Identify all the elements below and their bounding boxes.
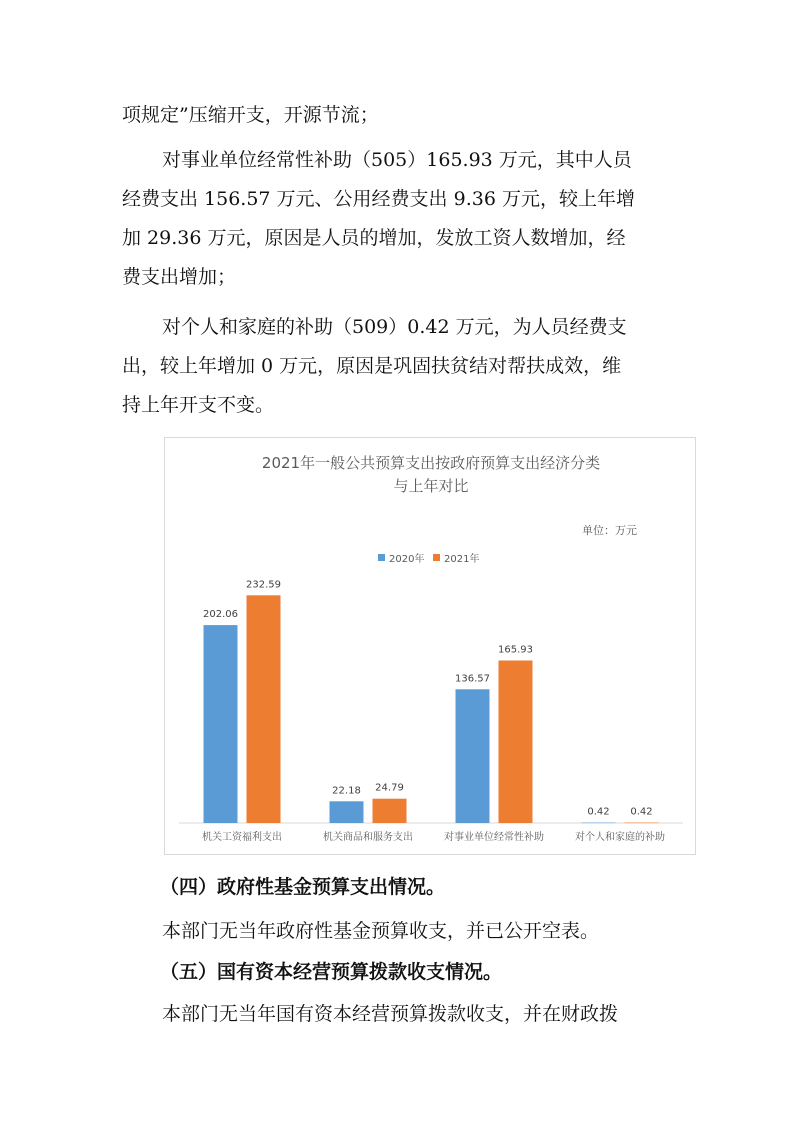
text-line: 经费支出 156.57 万元、公用经费支出 9.36 万元，较上年增 [122,188,635,210]
data-label: 24.79 [375,782,404,794]
category-labels-layer [202,830,665,843]
category-label: 机关商品和服务支出 [323,832,413,843]
text-line: 对个人和家庭的补助（509）0.42 万元，为人员经费支 [162,316,627,338]
text-line: 费支出增加； [122,266,237,288]
category-label: 机关工资福利支出 [202,832,282,843]
bar-2021年-0 [247,595,281,823]
bars-layer [204,595,659,823]
data-label: 202.06 [203,609,238,621]
text-line: 加 29.36 万元，原因是人员的增加，发放工资人数增加，经 [122,227,626,249]
bar-2021年-1 [373,799,407,823]
heading-government-fund-budget: （四）政府性基金预算支出情况。 [160,876,446,898]
bar-2021年-3 [625,823,659,824]
chart-unit-label: 单位：万元 [582,524,637,537]
data-label: 232.59 [246,579,281,591]
expenditure-bar-chart [164,437,696,855]
bar-2020年-2 [456,689,490,823]
paragraph-no-government-fund [122,912,674,951]
text-line: 持上年开支不变。 [122,394,275,416]
bar-2020年-3 [582,823,616,824]
chart-canvas [165,438,697,856]
category-label: 对个人和家庭的补助 [575,832,665,843]
heading-state-capital-budget: （五）国有资本经营预算拨款收支情况。 [160,961,503,983]
paragraph-no-state-capital [122,995,674,1034]
legend-swatch-2020 [378,554,385,561]
bar-2020年-1 [330,801,364,823]
paragraph-public-institution-subsidy [122,141,674,297]
bar-2021年-2 [499,661,533,824]
chart-subtitle: 与上年对比 [393,477,469,495]
data-label: 165.93 [498,644,533,656]
paragraph-continuation [122,96,674,135]
chart-title: 2021年一般公共预算支出按政府预算支出经济分类 [261,454,601,472]
legend-label-2020: 2020年 [389,554,425,565]
paragraph-household-subsidy [122,308,674,425]
data-label: 22.18 [332,785,361,797]
data-label: 136.57 [455,673,490,685]
text-line: 对事业单位经常性补助（505）165.93 万元，其中人员 [162,149,632,171]
text-line: 出，较上年增加 0 万元，原因是巩固扶贫结对帮扶成效，维 [122,355,622,377]
text-line: 本部门无当年国有资本经营预算拨款收支，并在财政拨 [162,1003,619,1025]
legend-swatch-2021 [433,554,440,561]
data-label: 0.42 [587,806,610,818]
text-line: 项规定”压缩开支，开源节流； [122,104,379,126]
bar-2020年-0 [204,625,238,823]
category-label: 对事业单位经常性补助 [444,832,544,843]
text-line: 本部门无当年政府性基金预算收支，并已公开空表。 [162,920,600,942]
legend-label-2021: 2021年 [444,554,480,565]
data-label: 0.42 [630,806,653,818]
